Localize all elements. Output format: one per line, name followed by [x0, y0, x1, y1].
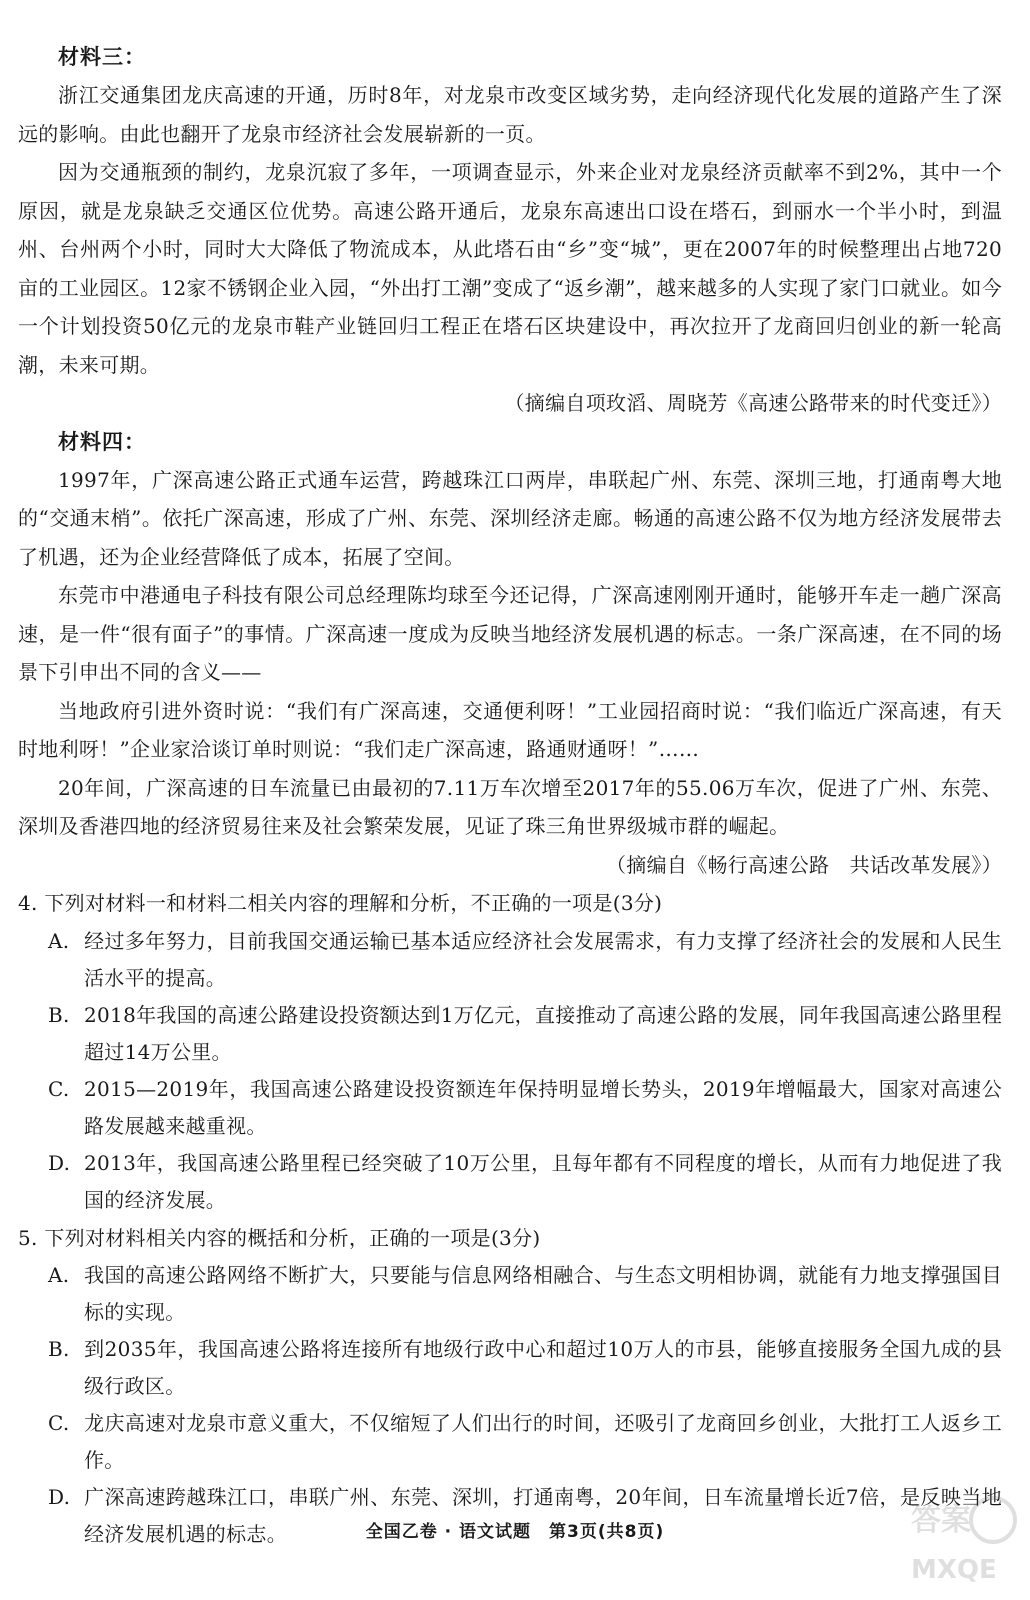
option-letter: A.: [48, 1263, 70, 1287]
question-5-stem: 5. 下列对材料相关内容的概括和分析，正确的一项是(3分): [18, 1225, 541, 1250]
watermark-logo: [905, 1490, 1025, 1590]
option-text: 龙庆高速对龙泉市意义重大，不仅缩短了人们出行的时间，还吸引了龙商回乡创业，大批打工人返乡工作。: [84, 1411, 1002, 1472]
question-5: [18, 1219, 1002, 1554]
option-letter: D.: [48, 1485, 71, 1509]
option-letter: A.: [48, 928, 70, 953]
question-4-option-a[interactable]: [18, 923, 1002, 997]
material4-paragraph-2: 东莞市中港通电子科技有限公司总经理陈均球至今还记得，广深高速刚刚开通时，能够开车走一趟广深高速，是一件“很有面子”的事情。广深高速一度成为反映当地经济发展机遇的标志。一条广深高速，在不同的场景下引申出不同的含义——: [18, 583, 1002, 684]
question-4-option-d[interactable]: [18, 1145, 1002, 1219]
question-5-option-a[interactable]: [18, 1257, 1002, 1331]
option-letter: B.: [48, 1337, 70, 1361]
option-letter: D.: [48, 1150, 71, 1175]
option-text: 2018年我国的高速公路建设投资额达到1万亿元，直接推动了高速公路的发展，同年我国高速公路里程超过14万公里。: [84, 1002, 1002, 1064]
question-4-option-c[interactable]: [18, 1071, 1002, 1145]
material4-paragraph-4: 20年间，广深高速的日车流量已由最初的7.11万车次增至2017年的55.06万车次，促进了广州、东莞、深圳及香港四地的经济贸易往来及社会繁荣发展，见证了珠三角世界级城市群的崛起。: [18, 775, 1002, 838]
material4-paragraph-3: 当地政府引进外资时说：“我们有广深高速，交通便利呀！”工业园招商时说：“我们临近广深高速，有天时地利呀！”企业家洽谈订单时则说：“我们走广深高速，路通财通呀！”……: [18, 698, 1002, 761]
question-4-stem: 4. 下列对材料一和材料二相关内容的理解和分析，不正确的一项是(3分): [18, 891, 663, 915]
option-text: 广深高速跨越珠江口，串联广州、东莞、深圳，打通南粤，20年间，日车流量增长近7倍，是反映当地经济发展机遇的标志。: [84, 1485, 1002, 1546]
option-letter: B.: [48, 1002, 70, 1027]
material4-source: （摘编自《畅行高速公路 共话改革发展》）: [606, 852, 1002, 877]
option-letter: C.: [48, 1411, 70, 1435]
page-content: [18, 38, 1002, 1553]
material3-heading: 材料三：: [58, 45, 146, 69]
question-5-option-c[interactable]: [18, 1405, 1002, 1479]
option-text: 2015—2019年，我国高速公路建设投资额连年保持明显增长势头，2019年增幅最大，国家对高速公路发展越来越重视。: [84, 1076, 1002, 1138]
material3-paragraph-2: 因为交通瓶颈的制约，龙泉沉寂了多年，一项调查显示，外来企业对龙泉经济贡献率不到2%，其中一个原因，就是龙泉缺乏交通区位优势。高速公路开通后，龙泉东高速出口设在塔石，到丽水一个半小时，到温州、台州两个小时，同时大大降低了物流成本，从此塔石由“乡”变“城”，更在2007年的时候整理出占地720亩的工业园区。12家不锈钢企业入园，“外出打工潮”变成了“返乡潮”，越来越多的人实现了家门口就业。如今一个计划投资50亿元的龙泉市鞋产业链回归工程正在塔石区块建设中，再次拉开了龙商回归创业的新一轮高潮，未来可期。: [18, 160, 1002, 377]
question-5-option-b[interactable]: [18, 1331, 1002, 1405]
material3-paragraph-1: 浙江交通集团龙庆高速的开通，历时8年，对龙泉市改变区域劣势，走向经济现代化发展的道路产生了深远的影响。由此也翻开了龙泉市经济社会发展崭新的一页。: [18, 83, 1002, 146]
material4-paragraph-1: 1997年，广深高速公路正式通车运营，跨越珠江口两岸，串联起广州、东莞、深圳三地，打通南粤大地的“交通末梢”。依托广深高速，形成了广州、东莞、深圳经济走廊。畅通的高速公路不仅为地方经济发展带去了机遇，还为企业经营降低了成本，拓展了空间。: [18, 467, 1002, 569]
option-text: 到2035年，我国高速公路将连接所有地级行政中心和超过10万人的市县，能够直接服务全国九成的县级行政区。: [84, 1337, 1002, 1398]
material4-heading: 材料四：: [58, 429, 146, 454]
option-text: 2013年，我国高速公路里程已经突破了10万公里，且每年都有不同程度的增长，从而有力地促进了我国的经济发展。: [84, 1150, 1002, 1212]
option-letter: C.: [48, 1076, 70, 1101]
option-text: 经过多年努力，目前我国交通运输已基本适应经济社会发展需求，有力支撑了经济社会的发展和人民生活水平的提高。: [84, 928, 1002, 990]
material3-source: （摘编自项玫滔、周晓芳《高速公路带来的时代变迁》）: [504, 391, 1002, 415]
page-footer: 全国乙卷 · 语文试题 第3页(共8页): [365, 1522, 665, 1542]
question-4: [18, 884, 1002, 1219]
svg-text:MXQE: MXQE: [911, 1555, 997, 1585]
option-text: 我国的高速公路网络不断扩大，只要能与信息网络相融合、与生态文明相协调，就能有力地支撑强国目标的实现。: [84, 1263, 1002, 1324]
svg-text:答案: 答案: [911, 1503, 971, 1538]
question-4-option-b[interactable]: [18, 997, 1002, 1071]
